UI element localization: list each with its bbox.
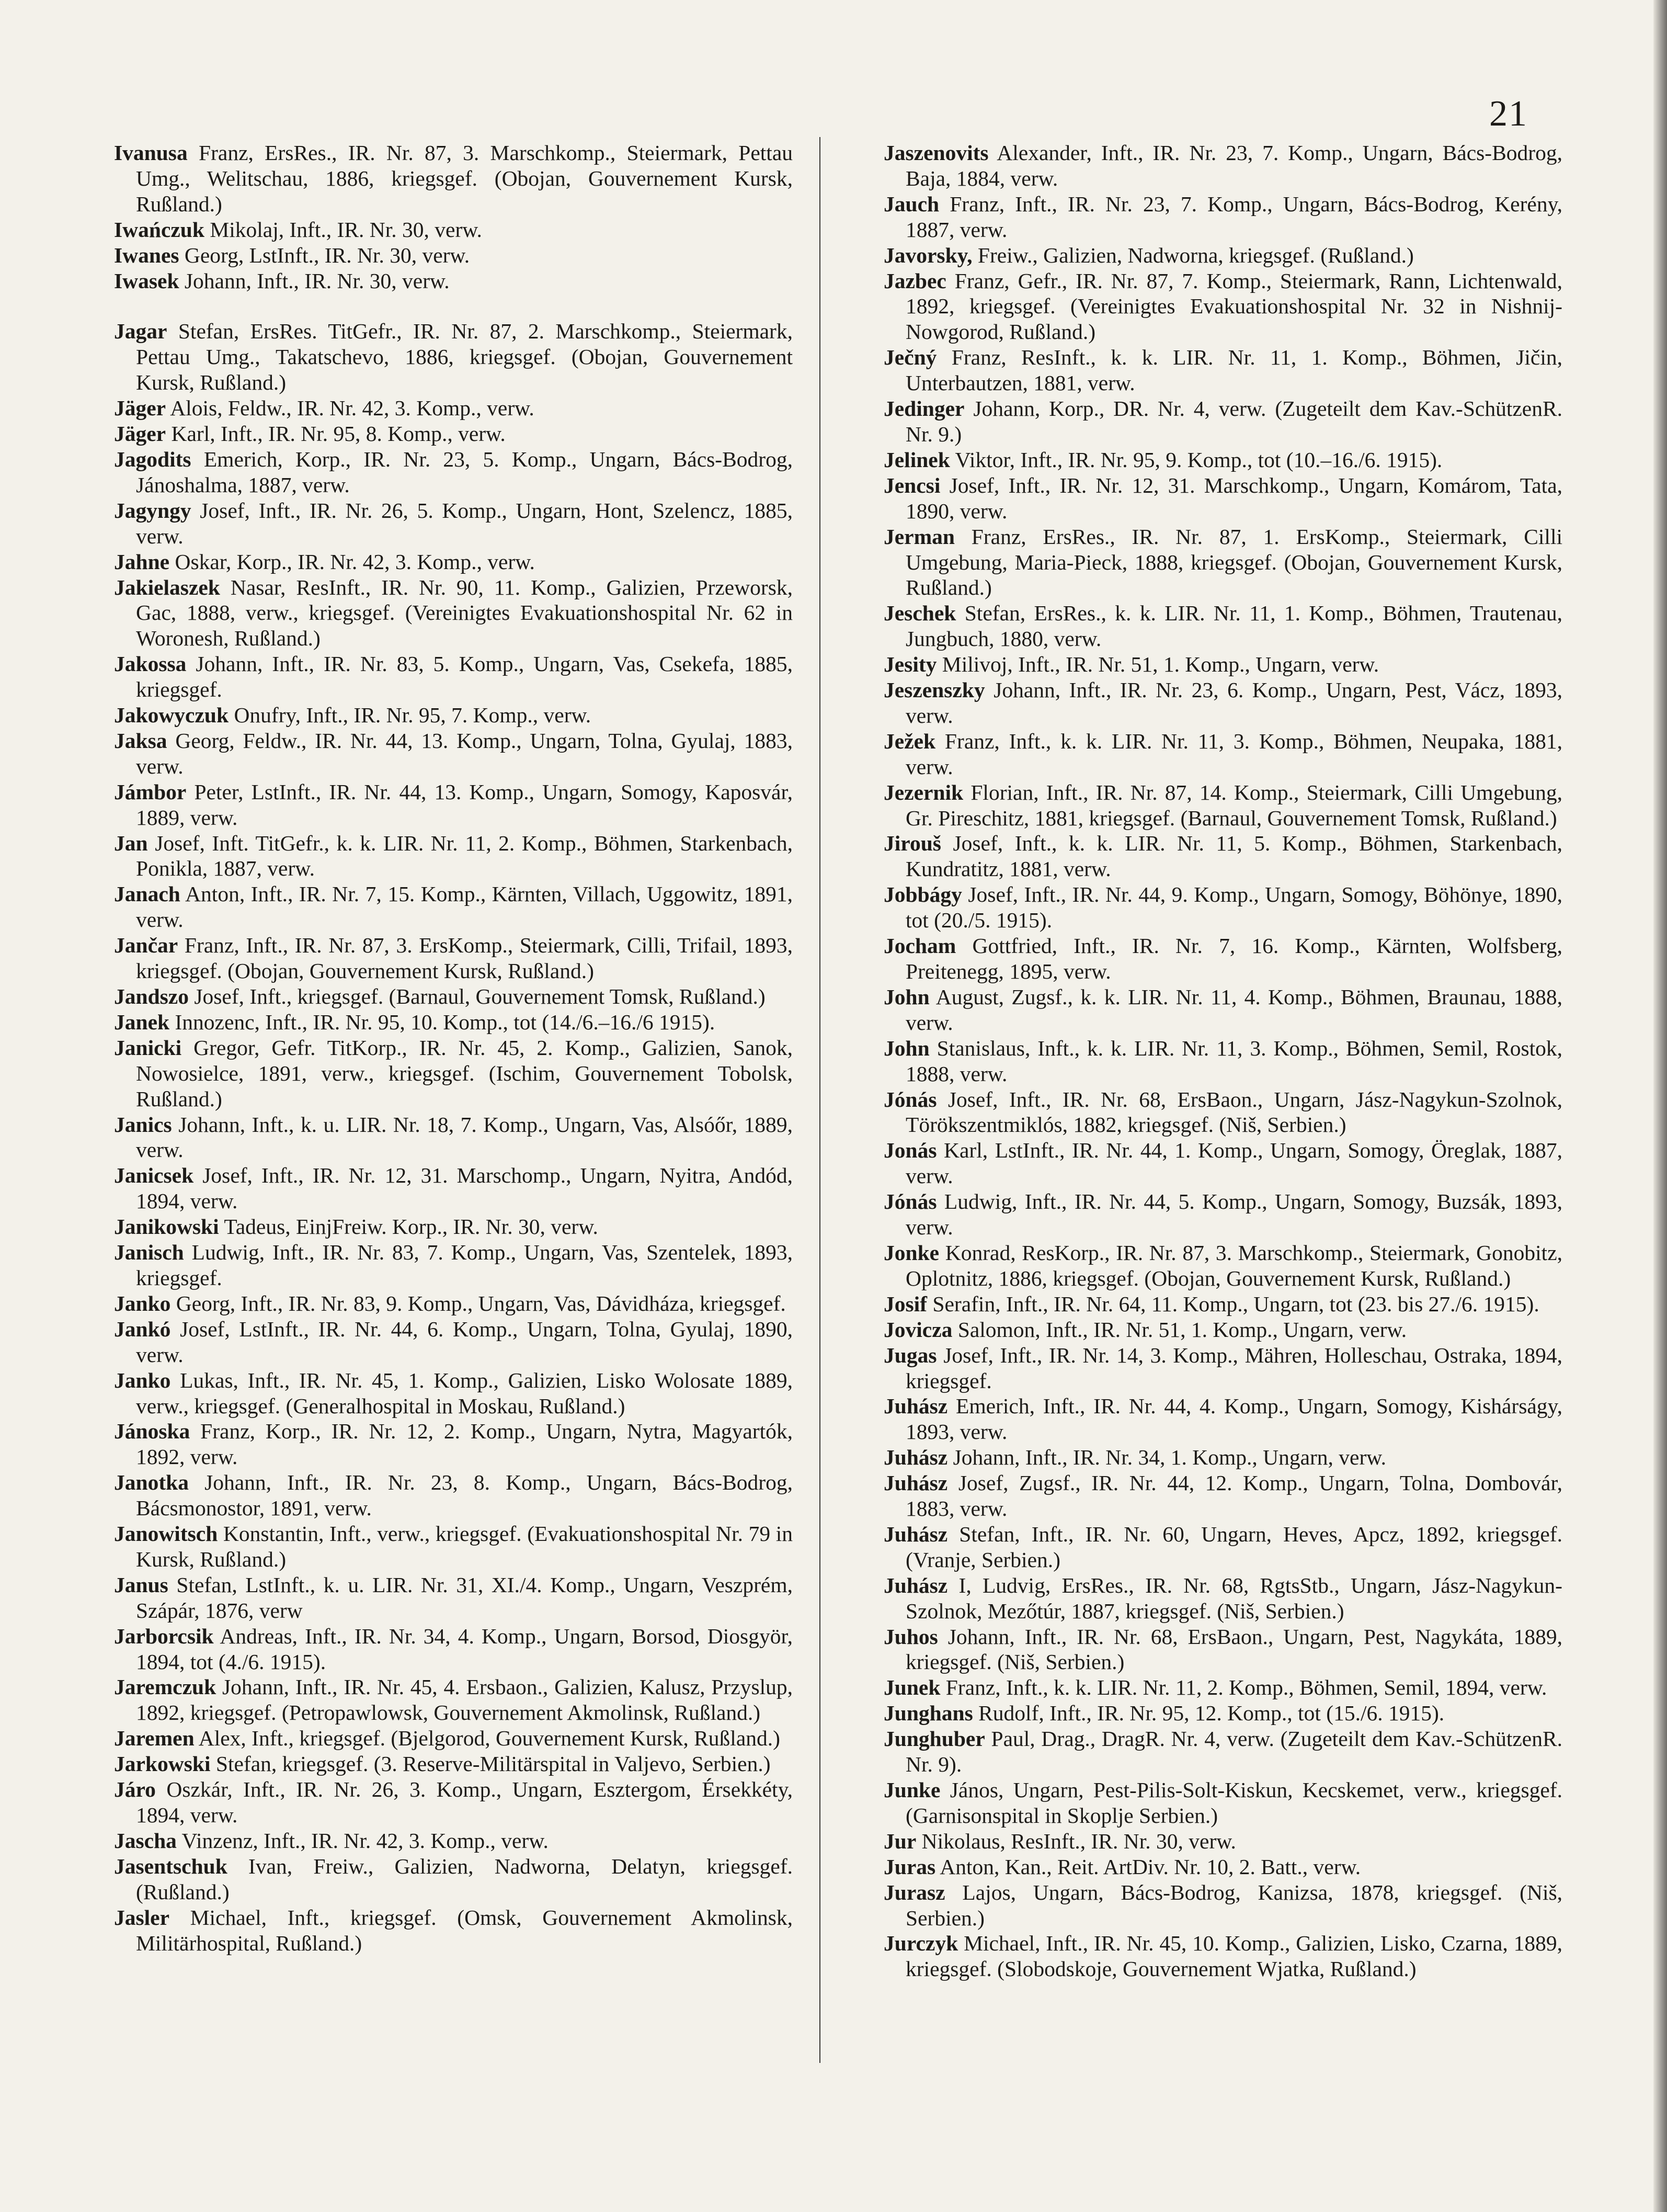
roster-entry (114, 1291, 793, 1317)
entry-surname: Jurczyk (884, 1931, 958, 1956)
entry-surname: Juhász (884, 1471, 948, 1495)
entry-surname: Iwasek (114, 268, 179, 293)
entry-surname: Janek (114, 1009, 170, 1034)
roster-entry (114, 1674, 793, 1726)
entry-details: Alexander, Inft., IR. Nr. 23, 7. Komp., Ungarn, Bács-Bodrog, Baja, 1884, verw. (906, 141, 1562, 190)
entry-surname: Juhász (884, 1522, 948, 1546)
roster-entry (884, 1317, 1562, 1343)
entry-surname: Jaksa (114, 728, 167, 753)
entry-details: Josef, Inft., IR. Nr. 68, ErsBaon., Ungarn, Jász-Nagykun-Szolnok, Törökszentmiklós, 1882, kriegsgef. (Niš, Serbien.) (906, 1087, 1562, 1137)
roster-entry (884, 1138, 1562, 1189)
roster-entry (884, 1445, 1562, 1470)
roster-entry (884, 1829, 1562, 1854)
roster-entry (884, 831, 1562, 882)
entry-surname: Juras (884, 1854, 936, 1879)
roster-entry (884, 1777, 1562, 1829)
entry-surname: Jazbec (884, 268, 946, 293)
roster-entry (114, 1470, 793, 1521)
entry-details: Stefan, ErsRes. TitGefr., IR. Nr. 87, 2. Marschkomp., Steiermark, Pettau Umg., Takatschevo, 1886, kriegsgef. (Obojan, Gouvernement Kursk, Rußland.) (136, 319, 793, 395)
entry-surname: Jovicza (884, 1317, 953, 1342)
entry-details: Josef, Inft., IR. Nr. 44, 9. Komp., Ungarn, Somogy, Böhönye, 1890, tot (20./5. 1915). (906, 882, 1563, 933)
entry-details: Johann, Inft., IR. Nr. 34, 1. Komp., Ungarn, verw. (953, 1445, 1386, 1470)
roster-entry (884, 1931, 1562, 1982)
roster-entry (884, 882, 1562, 933)
entry-details: Josef, Inft., k. k. LIR. Nr. 11, 5. Komp., Böhmen, Starkenbach, Kundratitz, 1881, verw. (906, 831, 1563, 881)
roster-entry (884, 1470, 1562, 1522)
entry-details: Viktor, Inft., IR. Nr. 95, 9. Komp., tot (10.–16./6. 1915). (955, 447, 1443, 472)
entry-surname: Jasler (114, 1905, 170, 1930)
entry-surname: Jugas (884, 1343, 937, 1367)
roster-entry (884, 729, 1562, 780)
entry-surname: Jedinger (884, 396, 965, 421)
entry-surname: Jonás (884, 1138, 937, 1163)
entry-surname: Janisch (114, 1240, 184, 1265)
entry-surname: Jahne (114, 549, 170, 574)
entry-details: Franz, Inft., IR. Nr. 87, 3. ErsKomp., Steiermark, Cilli, Trifail, 1893, kriegsgef. (Obojan, Gouvernement Kursk, Rußland.) (136, 933, 793, 983)
roster-entry (884, 1573, 1562, 1624)
roster-entry (884, 1700, 1562, 1726)
entry-details: Johann, Inft., IR. Nr. 23, 6. Komp., Ungarn, Pest, Vácz, 1893, verw. (906, 678, 1563, 728)
roster-entry (884, 524, 1562, 601)
roster-entry (884, 1291, 1562, 1317)
entry-details: Freiw., Galizien, Nadworna, kriegsgef. (Rußland.) (977, 243, 1414, 267)
entry-surname: Jarkowski (114, 1752, 211, 1776)
entry-surname: Jerman (884, 524, 955, 549)
entry-surname: Ježek (884, 729, 936, 753)
entry-details: Rudolf, Inft., IR. Nr. 95, 12. Komp., tot (15./6. 1915). (978, 1701, 1445, 1726)
entry-surname: Janics (114, 1112, 172, 1137)
entry-details: Georg, Inft., IR. Nr. 83, 9. Komp., Ungarn, Vas, Dávidháza, kriegsgef. (176, 1291, 786, 1315)
entry-surname: Jagar (114, 319, 167, 344)
entry-surname: Jagyngy (114, 498, 191, 523)
roster-entry (884, 473, 1562, 524)
entry-details: Konstantin, Inft., verw., kriegsgef. (Evakuationshospital Nr. 79 in Kursk, Rußland.) (136, 1522, 793, 1571)
entry-details: Lajos, Ungarn, Bács-Bodrog, Kanizsa, 1878, kriegsgef. (Niš, Serbien.) (906, 1880, 1563, 1930)
entry-surname: Iwańczuk (114, 217, 204, 242)
entry-surname: Jocham (884, 934, 956, 958)
entry-details: Konrad, ResKorp., IR. Nr. 87, 3. Marschkomp., Steiermark, Gonobitz, Oplotnitz, 1886, kriegsgef. (Obojan, Gouvernement Kursk, Rußland.) (906, 1240, 1562, 1290)
roster-entry (114, 319, 793, 395)
entry-details: Josef, Inft., kriegsgef. (Barnaul, Gouvernement Tomsk, Rußland.) (194, 984, 766, 1008)
entry-surname: Jezernik (884, 780, 964, 804)
roster-entry (884, 1624, 1562, 1675)
entry-details: Vinzenz, Inft., IR. Nr. 42, 3. Komp., verw. (181, 1828, 549, 1853)
entry-details: Franz, Inft., k. k. LIR. Nr. 11, 3. Komp., Böhmen, Neupaka, 1881, verw. (906, 729, 1563, 779)
roster-entry (884, 1087, 1562, 1138)
entry-details: Lukas, Inft., IR. Nr. 45, 1. Komp., Galizien, Lisko Wolosate 1889, verw., kriegsgef. (Generalhospital in Moskau, Rußland.) (136, 1368, 793, 1418)
entry-surname: Jeschek (884, 601, 956, 626)
entry-details: Mikolaj, Inft., IR. Nr. 30, verw. (210, 217, 482, 242)
roster-entry (884, 780, 1562, 831)
entry-details: Karl, LstInft., IR. Nr. 44, 1. Komp., Ungarn, Somogy, Öreglak, 1887, verw. (906, 1138, 1562, 1188)
roster-entry (114, 881, 793, 933)
entry-details: Gregor, Gefr. TitKorp., IR. Nr. 45, 2. Komp., Galizien, Sanok, Nowosielce, 1891, verw., kriegsgef. (Ischim, Gouvernement Tobolsk, Rußland.) (136, 1035, 793, 1111)
roster-entry (884, 1343, 1562, 1394)
roster-entry (114, 1317, 793, 1368)
entry-surname: Juhász (884, 1394, 948, 1419)
entry-details: Stefan, kriegsgef. (3. Reserve-Militärspital in Valjevo, Serbien.) (215, 1752, 771, 1776)
entry-surname: Jur (884, 1829, 917, 1853)
entry-details: Emerich, Korp., IR. Nr. 23, 5. Komp., Ungarn, Bács-Bodrog, Jánoshalma, 1887, verw. (136, 447, 793, 497)
roster-entry (114, 268, 793, 294)
roster-entry (114, 933, 793, 984)
entry-details: Johann, Inft., IR. Nr. 68, ErsBaon., Ungarn, Pest, Nagykáta, 1889, kriegsgef. (Niš, Serbien.) (906, 1624, 1563, 1674)
roster-entry (884, 1675, 1562, 1700)
roster-entry (114, 651, 793, 702)
entry-surname: Jaszenovits (884, 141, 989, 165)
roster-entry (884, 600, 1562, 652)
roster-entry (114, 243, 793, 268)
entry-details: Karl, Inft., IR. Nr. 95, 8. Komp., verw. (171, 422, 506, 446)
entry-details: Johann, Inft., IR. Nr. 83, 5. Komp., Ungarn, Vas, Csekefa, 1885, kriegsgef. (136, 652, 793, 702)
entry-details: Nasar, ResInft., IR. Nr. 90, 11. Komp., Galizien, Przeworsk, Gac, 1888, verw., kriegsgef. (Vereinigtes Evakuationshospital Nr. 62 in Woronesh, Rußland.) (136, 575, 793, 651)
roster-entry (114, 1905, 793, 1956)
entry-surname: Junghans (884, 1701, 973, 1726)
column-divider (819, 137, 820, 2063)
entry-details: I, Ludvig, ErsRes., IR. Nr. 68, RgtsStb., Ungarn, Jász-Nagykun-Szolnok, Mezőtúr, 1887, kriegsgef. (Niš, Serbien.) (906, 1573, 1562, 1623)
entry-details: Franz, ResInft., k. k. LIR. Nr. 11, 1. Komp., Böhmen, Jičin, Unterbautzen, 1881, verw. (906, 345, 1563, 395)
entry-details: Johann, Inft., IR. Nr. 23, 8. Komp., Ungarn, Bács-Bodrog, Bácsmonostor, 1891, verw. (136, 1470, 793, 1521)
entry-surname: Jankó (114, 1317, 171, 1341)
entry-details: Oskar, Korp., IR. Nr. 42, 3. Komp., verw. (175, 549, 535, 574)
roster-entry (114, 831, 793, 882)
entry-surname: Janicki (114, 1035, 182, 1060)
roster-entry (884, 191, 1562, 243)
entry-details: János, Ungarn, Pest-Pilis-Solt-Kiskun, Kecskemet, verw., kriegsgef. (Garnisonspital in Skoplje Serbien.) (906, 1778, 1563, 1828)
entry-surname: Jónás (884, 1189, 937, 1214)
entry-details: Franz, ErsRes., IR. Nr. 87, 3. Marschkomp., Steiermark, Pettau Umg., Welitschau, 1886, kriegsgef. (Obojan, Gouvernement Kursk, Rußland.) (136, 141, 793, 216)
roster-entry (884, 140, 1562, 191)
page-edge-shadow (1653, 0, 1667, 2212)
entry-surname: Jančar (114, 933, 178, 958)
roster-entry (884, 345, 1562, 396)
roster-entry (884, 677, 1562, 729)
roster-entry (114, 1214, 793, 1240)
entry-details: Peter, LstInft., IR. Nr. 44, 13. Komp., Ungarn, Somogy, Kaposvár, 1889, verw. (136, 779, 793, 830)
entry-details: Johann, Inft., k. u. LIR. Nr. 18, 7. Komp., Ungarn, Vas, Alsóőr, 1889, verw. (136, 1112, 793, 1162)
roster-entry (884, 1240, 1562, 1291)
roster-entry (114, 702, 793, 728)
entry-surname: Jäger (114, 396, 166, 421)
entry-details: Josef, Inft., IR. Nr. 14, 3. Komp., Mähren, Holleschau, Ostraka, 1894, kriegsgef. (906, 1343, 1562, 1393)
entry-details: Gottfried, Inft., IR. Nr. 7, 16. Komp., Kärnten, Wolfsberg, Preitenegg, 1895, verw. (906, 934, 1562, 983)
entry-surname: Juhász (884, 1445, 948, 1470)
entry-details: Nikolaus, ResInft., IR. Nr. 30, verw. (921, 1829, 1236, 1853)
roster-entry (114, 1777, 793, 1828)
entry-details: Franz, ErsRes., IR. Nr. 87, 1. ErsKomp., Steiermark, Cilli Umgebung, Maria-Pieck, 1888, kriegsgef. (Obojan, Gouvernement Kursk, Rußland.) (906, 524, 1563, 600)
roster-entry (884, 1726, 1562, 1777)
entry-surname: Jandszo (114, 984, 189, 1008)
entry-surname: Janko (114, 1368, 171, 1392)
roster-entry (884, 1522, 1562, 1573)
roster-entry (114, 1726, 793, 1751)
roster-entry (114, 728, 793, 779)
entry-details: Florian, Inft., IR. Nr. 87, 14. Komp., Steiermark, Cilli Umgebung, Gr. Pireschitz, 1881, kriegsgef. (Barnaul, Gouvernement Tomsk, Rußland.) (906, 780, 1563, 830)
roster-entry (884, 1189, 1562, 1240)
entry-surname: Janko (114, 1291, 171, 1315)
entry-details: Franz, Gefr., IR. Nr. 87, 7. Komp., Steiermark, Rann, Lichtenwald, 1892, kriegsgef. (Vereinigtes Evakuationshospital Nr. 32 in Nishnij-Nowgorod, Rußland.) (906, 268, 1562, 344)
roster-entry (884, 447, 1562, 473)
entry-surname: Jeszenszky (884, 678, 985, 702)
entry-surname: Juhász (884, 1573, 948, 1597)
entry-surname: Jonke (884, 1240, 940, 1265)
entry-surname: Jakowyczuk (114, 703, 229, 728)
roster-entry (114, 395, 793, 421)
entry-details: Paul, Drag., DragR. Nr. 4, verw. (Zugeteilt dem Kav.-SchützenR. Nr. 9). (906, 1727, 1562, 1777)
entry-surname: Ječný (884, 345, 937, 370)
entry-details: Franz, Inft., k. k. LIR. Nr. 11, 2. Komp., Böhmen, Semil, 1894, verw. (945, 1675, 1547, 1700)
roster-entry (114, 421, 793, 447)
roster-entry (114, 1828, 793, 1854)
entry-details: Michael, Inft., kriegsgef. (Omsk, Gouvernement Akmolinsk, Militärhospital, Rußland.) (136, 1905, 793, 1955)
roster-entry (114, 1419, 793, 1470)
entry-details: Anton, Kan., Reit. ArtDiv. Nr. 10, 2. Batt., verw. (940, 1854, 1361, 1879)
entry-surname: Iwanes (114, 243, 179, 267)
entry-surname: Jagodits (114, 447, 191, 471)
entry-surname: Jaremen (114, 1726, 195, 1751)
roster-entry (114, 140, 793, 217)
roster-entry (114, 1368, 793, 1419)
entry-surname: Jakielaszek (114, 575, 220, 599)
entry-details: Emerich, Inft., IR. Nr. 44, 4. Komp., Ungarn, Somogy, Kishárságy, 1893, verw. (906, 1394, 1562, 1444)
entry-surname: Jencsi (884, 473, 941, 497)
roster-entry (114, 1240, 793, 1291)
entry-surname: Járo (114, 1777, 156, 1802)
right-column (884, 140, 1562, 1982)
entry-surname: Jarborcsik (114, 1624, 214, 1648)
entry-details: Franz, Inft., IR. Nr. 23, 7. Komp., Ungarn, Bács-Bodrog, Kerény, 1887, verw. (906, 191, 1563, 242)
entry-surname: Janach (114, 882, 180, 906)
entry-details: Serafin, Inft., IR. Nr. 64, 11. Komp., Ungarn, tot (23. bis 27./6. 1915). (932, 1291, 1539, 1316)
entry-surname: Janowitsch (114, 1522, 218, 1546)
roster-entry (114, 1112, 793, 1163)
entry-surname: Janicsek (114, 1163, 194, 1188)
entry-surname: Jobbágy (884, 882, 962, 907)
entry-surname: Jirouš (884, 831, 941, 856)
roster-entry (884, 268, 1562, 345)
roster-entry (114, 1521, 793, 1572)
entry-surname: Jaremczuk (114, 1675, 216, 1699)
entry-details: Johann, Korp., DR. Nr. 4, verw. (Zugeteilt dem Kav.-SchützenR. Nr. 9.) (906, 396, 1562, 446)
entry-surname: Juhos (884, 1624, 938, 1649)
entry-details: Stanislaus, Inft., k. k. LIR. Nr. 11, 3. Komp., Böhmen, Semil, Rostok, 1888, verw. (906, 1036, 1563, 1086)
entry-surname: Jánoska (114, 1419, 190, 1444)
roster-entry (884, 243, 1562, 268)
entry-surname: Jámbor (114, 779, 187, 804)
entry-details: Johann, Inft., IR. Nr. 30, verw. (184, 268, 450, 293)
roster-entry (884, 984, 1562, 1036)
entry-surname: Javorsky, (884, 243, 973, 267)
entry-surname: Jauch (884, 191, 940, 216)
entry-details: Josef, LstInft., IR. Nr. 44, 6. Komp., Ungarn, Tolna, Gyulaj, 1890, verw. (136, 1317, 793, 1367)
roster-entry (884, 1880, 1562, 1931)
entry-surname: Janikowski (114, 1215, 219, 1239)
entry-details: Alex, Inft., kriegsgef. (Bjelgorod, Gouvernement Kursk, Rußland.) (198, 1726, 780, 1751)
entry-details: Innozenc, Inft., IR. Nr. 95, 10. Komp., tot (14./6.–16./6 1915). (175, 1009, 715, 1034)
entry-surname: Janus (114, 1572, 168, 1597)
roster-entry (114, 1751, 793, 1777)
entry-details: Josef, Zugsf., IR. Nr. 44, 12. Komp., Ungarn, Tolna, Dombovár, 1883, verw. (906, 1471, 1563, 1521)
entry-surname: Jelinek (884, 447, 950, 472)
entry-details: Anton, Inft., IR. Nr. 7, 15. Komp., Kärnten, Villach, Uggowitz, 1891, verw. (136, 882, 793, 932)
entry-surname: John (884, 984, 930, 1009)
entry-surname: Jäger (114, 422, 166, 446)
entry-details: Ludwig, Inft., IR. Nr. 83, 7. Komp., Ungarn, Vas, Szentelek, 1893, kriegsgef. (136, 1240, 793, 1290)
entry-details: Georg, LstInft., IR. Nr. 30, verw. (184, 243, 470, 267)
page-number: 21 (1489, 94, 1528, 134)
entry-surname: Jurasz (884, 1880, 945, 1904)
entry-surname: Ivanusa (114, 141, 188, 165)
roster-entry (114, 1009, 793, 1035)
roster-entry (114, 1854, 793, 1905)
entry-details: August, Zugsf., k. k. LIR. Nr. 11, 4. Komp., Böhmen, Braunau, 1888, verw. (906, 984, 1563, 1035)
roster-entry (114, 575, 793, 652)
roster-entry (884, 652, 1562, 677)
entry-surname: Jakossa (114, 652, 187, 676)
roster-entry (884, 1854, 1562, 1880)
entry-details: Josef, Inft., IR. Nr. 26, 5. Komp., Ungarn, Hont, Szelencz, 1885, verw. (136, 498, 793, 548)
entry-surname: Junke (884, 1778, 941, 1802)
roster-entry (114, 1163, 793, 1214)
roster-entry (114, 1624, 793, 1675)
roster-entry (114, 549, 793, 575)
roster-entry (114, 779, 793, 831)
roster-entry (884, 1393, 1562, 1445)
entry-details: Michael, Inft., IR. Nr. 45, 10. Komp., Galizien, Lisko, Czarna, 1889, kriegsgef. (Slobodskoje, Gouvernement Wjatka, Rußland.) (906, 1931, 1563, 1981)
entry-surname: John (884, 1036, 930, 1060)
entry-details: Franz, Korp., IR. Nr. 12, 2. Komp., Ungarn, Nytra, Magyartók, 1892, verw. (136, 1419, 793, 1469)
entry-surname: Junghuber (884, 1727, 985, 1751)
entry-surname: Janotka (114, 1470, 189, 1495)
entry-details: Milivoj, Inft., IR. Nr. 51, 1. Komp., Ungarn, verw. (942, 652, 1379, 677)
roster-entry (114, 498, 793, 549)
entry-details: Josef, Inft., IR. Nr. 12, 31. Marschomp., Ungarn, Nyitra, Andód, 1894, verw. (136, 1163, 793, 1213)
entry-surname: Jasentschuk (114, 1854, 227, 1878)
entry-details: Onufry, Inft., IR. Nr. 95, 7. Komp., verw. (234, 703, 591, 728)
roster-entry (114, 1572, 793, 1624)
entry-surname: Jascha (114, 1828, 177, 1853)
entry-details: Andreas, Inft., IR. Nr. 34, 4. Komp., Ungarn, Borsod, Diosgyör, 1894, tot (4./6. 1915). (136, 1624, 793, 1674)
entry-details: Salomon, Inft., IR. Nr. 51, 1. Komp., Ungarn, verw. (957, 1317, 1407, 1342)
entry-surname: Junek (884, 1675, 941, 1700)
roster-entry (114, 217, 793, 243)
entry-details: Ivan, Freiw., Galizien, Nadworna, Delatyn, kriegsgef. (Rußland.) (136, 1854, 793, 1904)
entry-details: Oszkár, Inft., IR. Nr. 26, 3. Komp., Ungarn, Esztergom, Érsekkéty, 1894, verw. (136, 1777, 793, 1827)
entry-surname: Josif (884, 1291, 927, 1316)
roster-entry (114, 447, 793, 498)
entry-details: Alois, Feldw., IR. Nr. 42, 3. Komp., verw. (170, 396, 534, 421)
left-column (114, 140, 793, 1956)
entry-surname: Jesity (884, 652, 937, 677)
roster-entry (884, 1036, 1562, 1087)
entry-details: Josef, Inft., IR. Nr. 12, 31. Marschkomp., Ungarn, Komárom, Tata, 1890, verw. (906, 473, 1563, 523)
entry-details: Tadeus, EinjFreiw. Korp., IR. Nr. 30, verw. (224, 1215, 598, 1239)
entry-details: Stefan, LstInft., k. u. LIR. Nr. 31, XI./4. Komp., Ungarn, Veszprém, Szápár, 1876, verw (136, 1572, 793, 1623)
roster-entry (884, 933, 1562, 984)
entry-details: Ludwig, Inft., IR. Nr. 44, 5. Komp., Ungarn, Somogy, Buzsák, 1893, verw. (906, 1189, 1562, 1240)
entry-details: Johann, Inft., IR. Nr. 45, 4. Ersbaon., Galizien, Kalusz, Przyslup, 1892, kriegsgef. (Petropawlowsk, Gouvernement Akmolinsk, Rußland.) (136, 1675, 793, 1725)
entry-details: Josef, Inft. TitGefr., k. k. LIR. Nr. 11, 2. Komp., Böhmen, Starkenbach, Ponikla, 1887, verw. (136, 831, 793, 881)
roster-entry (114, 984, 793, 1009)
roster-entry (114, 1035, 793, 1112)
entry-surname: Jan (114, 831, 148, 855)
entry-details: Stefan, ErsRes., k. k. LIR. Nr. 11, 1. Komp., Böhmen, Trautenau, Jungbuch, 1880, verw. (906, 601, 1563, 651)
roster-entry (884, 396, 1562, 447)
entry-details: Georg, Feldw., IR. Nr. 44, 13. Komp., Ungarn, Tolna, Gyulaj, 1883, verw. (136, 728, 793, 778)
entry-details: Stefan, Inft., IR. Nr. 60, Ungarn, Heves, Apcz, 1892, kriegsgef. (Vranje, Serbien.) (906, 1522, 1563, 1572)
entry-surname: Jónás (884, 1087, 937, 1111)
